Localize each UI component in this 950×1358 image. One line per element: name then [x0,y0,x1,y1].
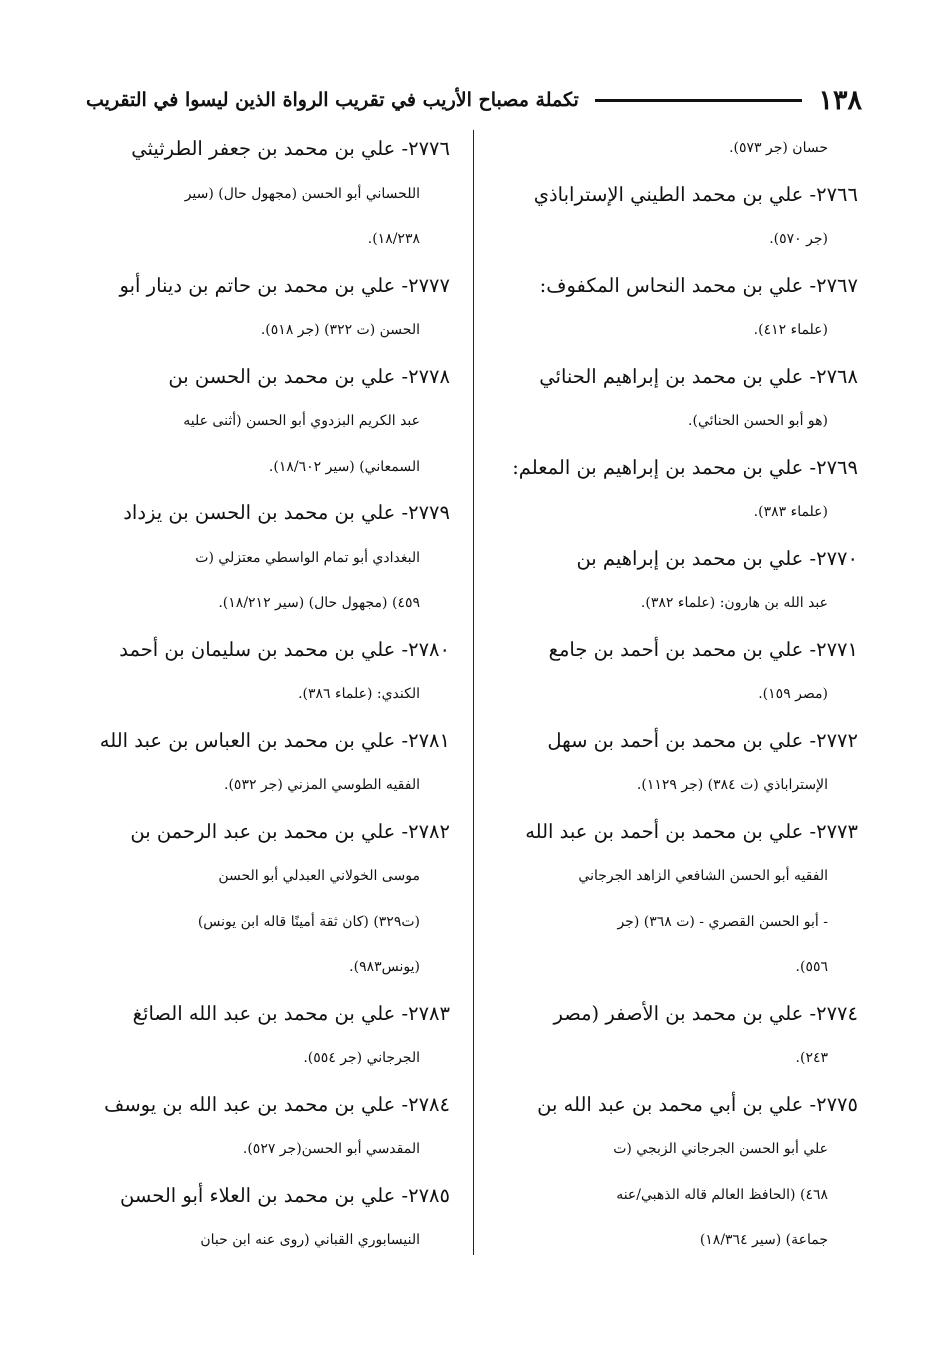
entry-text-line: عبد الله بن هارون: (علماء ٣٨٢). [640,595,828,611]
entry-heading-line: ٢٧٧١- علي بن محمد بن أحمد بن جامع [548,637,858,661]
biographical-entry [494,718,858,809]
biographical-entry [86,354,450,491]
entry-heading-line: ٢٧٧٠- علي بن محمد بن إبراهيم بن [576,546,858,570]
entry-text-line: (يونس٩٨٣). [349,959,420,975]
biographical-entry [86,1082,450,1173]
page-header [86,80,862,120]
entry-heading-line: ٢٧٦٦- علي بن محمد الطيني الإستراباذي [533,182,858,206]
entry-heading-line: ٢٧٧٣- علي بن محمد بن أحمد بن عبد الله [525,819,858,843]
entry-heading-line: ٢٧٦٧- علي بن محمد النحاس المكفوف: [539,273,858,297]
biographical-entry [494,1082,858,1264]
entry-text-line: عبد الكريم البزدوي أبو الحسن (أثنى عليه [183,413,420,429]
biographical-entry [86,718,450,809]
entry-heading-line: ٢٧٨٣- علي بن محمد بن عبد الله الصائغ [132,1001,450,1025]
entry-heading-line: ٢٧٨٤- علي بن محمد بن عبد الله بن يوسف [104,1092,450,1116]
entry-heading-line: ٢٧٦٩- علي بن محمد بن إبراهيم بن المعلم: [512,455,858,479]
entry-text-line: ٤٥٩) (مجهول حال) (سير ١٨/٢١٢). [218,595,420,611]
entry-text-line: علي أبو الحسن الجرجاني الزبجي (ت [613,1141,828,1157]
header-rule [595,99,803,102]
biographical-entry [494,809,858,991]
entry-heading-line: ٢٧٨١- علي بن محمد بن العباس بن عبد الله [99,728,450,752]
biographical-entry [494,445,858,536]
running-title: تكملة مصباح الأريب في تقريب الرواة الذين ليسوا في التقريب [86,89,579,111]
entry-text-line: ٢٤٣). [795,1050,828,1066]
column-divider [473,130,474,1255]
entry-text-line: ٤٦٨) (الحافظ العالم قاله الذهبي/عنه [616,1186,828,1203]
entry-text-line: الفقيه أبو الحسن الشافعي الزاهد الجرجاني [578,868,828,884]
entry-text-line: الإستراباذي (ت ٣٨٤) (جر ١١٢٩). [636,777,828,793]
entry-heading-line: ٢٧٧٢- علي بن محمد بن أحمد بن سهل [547,728,858,752]
entry-text-line: (مصر ١٥٩). [758,686,828,702]
biographical-entry [86,126,450,263]
entry-heading-line: ٢٧٨٠- علي بن محمد بن سليمان بن أحمد [119,637,450,661]
biographical-entry [494,126,858,172]
biographical-entry [86,1173,450,1264]
biographical-entry [86,627,450,718]
entry-text-line: اللحساني أبو الحسن (مجهول حال) (سير [184,185,420,202]
entry-text-line: الجرجاني (جر ٥٥٤). [303,1050,420,1066]
entry-heading-line: ٢٧٨٥- علي بن محمد بن العلاء أبو الحسن [120,1183,450,1207]
entry-heading-line: ٢٧٧٥- علي بن أبي محمد بن عبد الله بن [537,1092,858,1116]
left-column [86,126,450,1264]
entry-text-line: البغدادي أبو تمام الواسطي معتزلي (ت [195,549,420,566]
biographical-entry [494,172,858,263]
entry-heading-line: ٢٧٧٩- علي بن محمد بن الحسن بن يزداد [123,501,450,524]
entry-text-line: المقدسي أبو الحسن(جر ٥٢٧). [242,1141,420,1157]
entry-text-line: (علماء ٤١٢). [753,322,828,338]
biographical-entry [86,809,450,991]
biographical-entry [494,991,858,1082]
entry-text-line: موسى الخولاني العبدلي أبو الحسن [218,868,420,884]
entry-text-line: ١٨/٢٣٨). [367,231,420,247]
entry-text-line: الفقيه الطوسي المزني (جر ٥٣٢). [224,777,420,793]
entry-text-line: جماعة) (سير ١٨/٣٦٤) [699,1232,828,1248]
biographical-entry [494,263,858,354]
entry-text-line: السمعاني) (سير ١٨/٦٠٢). [268,458,420,475]
entry-heading-line: ٢٧٨٢- علي بن محمد بن عبد الرحمن بن [130,819,450,843]
entry-text-line: الكندي: (علماء ٣٨٦). [298,686,420,702]
entry-heading-line: ٢٧٧٨- علي بن محمد بن الحسن بن [168,364,450,388]
entry-text-line: (علماء ٣٨٣). [753,504,828,520]
entry-heading-line: ٢٧٧٧- علي بن محمد بن حاتم بن دينار أبو [119,273,450,297]
biographical-entry [494,354,858,445]
biographical-entry [86,991,450,1082]
entry-heading-line: ٢٧٦٨- علي بن محمد بن إبراهيم الحنائي [539,364,858,388]
biographical-entry [494,627,858,718]
entry-text-line: حسان (جر ٥٧٣). [729,140,828,156]
entry-heading-line: ٢٧٧٦- علي بن محمد بن جعفر الطرثيثي [131,137,450,160]
entry-text-line: (ت٣٢٩) (كان ثقة أمينًا قاله ابن يونس) [197,913,420,930]
entry-text-line: النيسابوري القباني (روى عنه ابن حبان [200,1232,420,1248]
right-column [494,126,858,1264]
entry-text-line: (جر ٥٧٠). [769,231,828,247]
page-number: ١٣٨ [818,84,862,116]
biographical-entry [494,536,858,627]
entry-text-line: الحسن (ت ٣٢٢) (جر ٥١٨). [260,322,420,338]
entry-text-line: ٥٥٦). [795,959,828,975]
entry-heading-line: ٢٧٧٤- علي بن محمد بن الأصفر (مصر [553,1001,858,1025]
biographical-entry [86,263,450,354]
entry-text-line: (هو أبو الحسن الحنائي). [688,413,828,429]
biographical-entry [86,490,450,627]
entry-text-line: - أبو الحسن القصري - (ت ٣٦٨) (جر [617,913,828,930]
